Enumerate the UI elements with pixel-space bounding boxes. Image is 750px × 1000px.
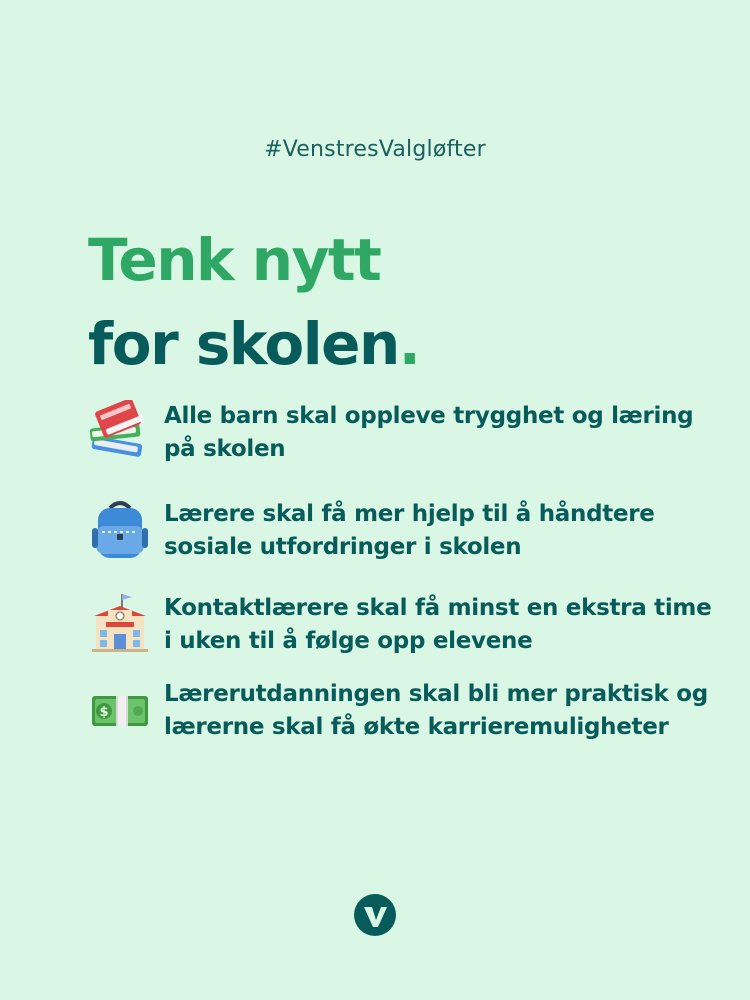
hashtag: #VenstresValgløfter: [264, 137, 486, 162]
promise-text: Lærerutdanningen skal bli mer praktisk og lærerne skal få økte karrieremuligheter: [164, 681, 708, 740]
money-icon: [88, 678, 152, 742]
school-icon: [88, 592, 152, 656]
headline-line-2: [88, 302, 419, 386]
headline-line-2-text: for skolen: [88, 310, 399, 378]
headline: [88, 218, 419, 386]
svg-text:$: $: [99, 705, 109, 720]
headline-period: .: [398, 310, 420, 378]
headline-line-1: Tenk nytt: [88, 226, 381, 294]
backpack-icon: [88, 498, 152, 562]
books-icon: [88, 400, 152, 464]
promise-text: Alle barn skal oppleve trygghet og læring på skolen: [164, 403, 694, 462]
venstre-logo-icon: [353, 893, 397, 937]
promise-text: Kontaktlærere skal få minst en ekstra time i uken til å følge opp elevene: [164, 595, 712, 654]
promise-text: Lærere skal få mer hjelp til å håndtere sosiale utfordringer i skolen: [164, 501, 655, 560]
